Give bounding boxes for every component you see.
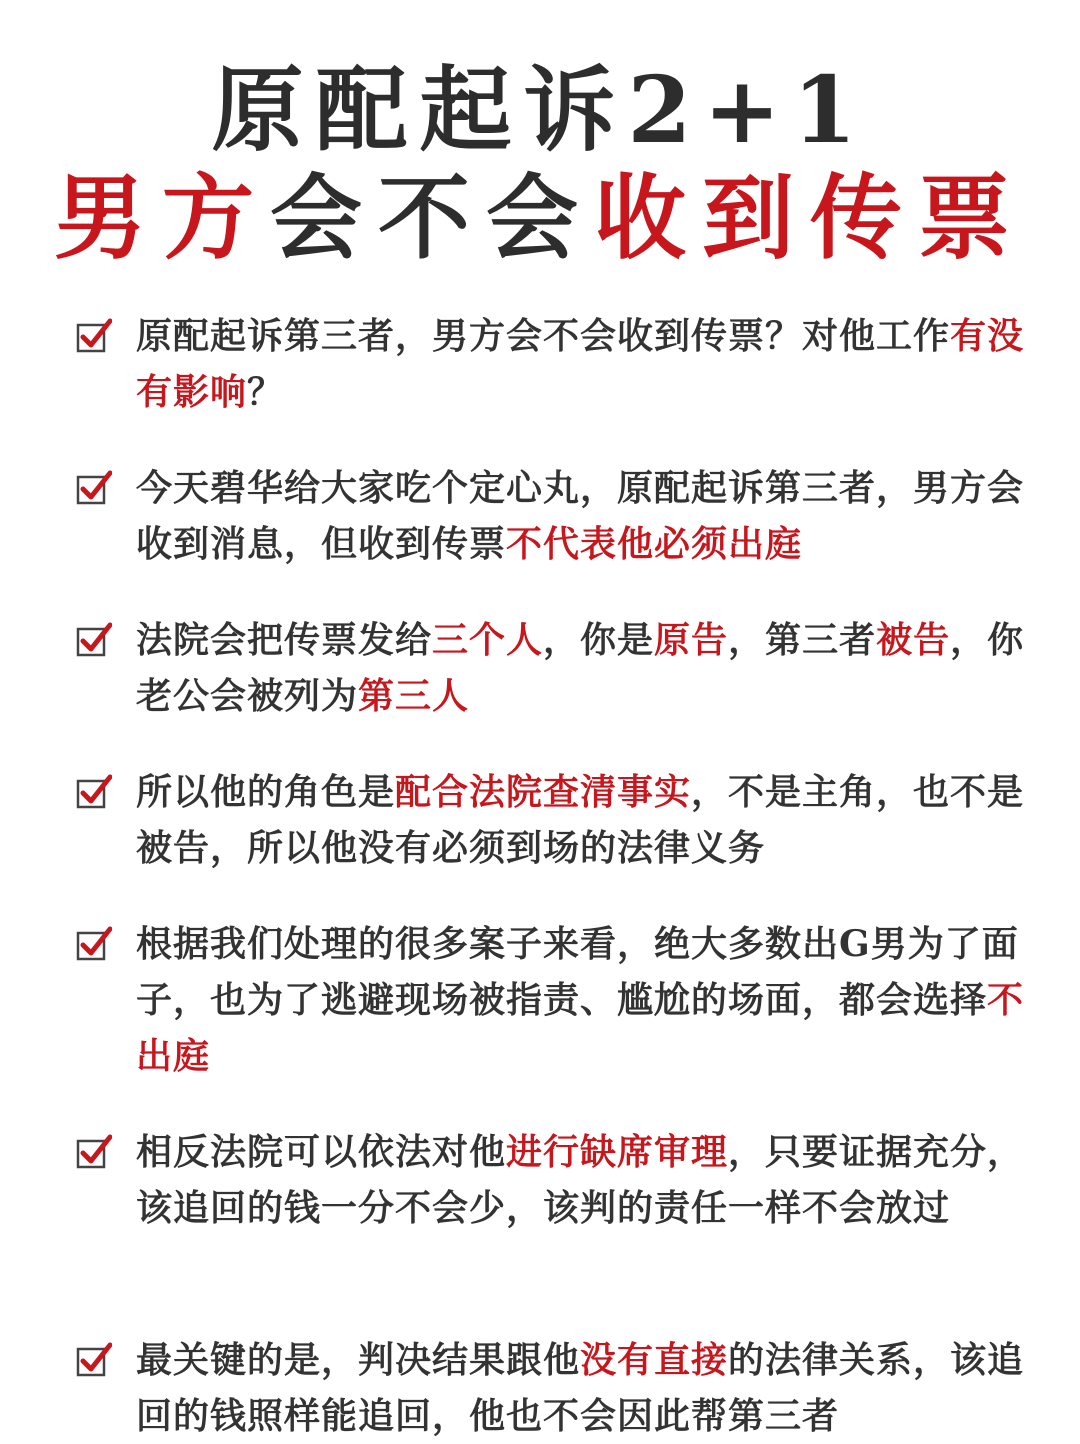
highlight-text: 没有直接	[580, 1339, 729, 1381]
body-text: ，你是	[543, 619, 655, 661]
checkbox-checked-icon	[76, 774, 112, 810]
checkbox-checked-icon	[76, 318, 112, 354]
body-text: ，你老公会被列为	[136, 619, 1025, 717]
list-item	[76, 1332, 1026, 1444]
list-item	[76, 308, 1026, 420]
list-item-text	[136, 315, 1024, 413]
list-item-text	[136, 467, 1024, 565]
title-segment-whether: 会不会	[269, 164, 594, 272]
checkbox-checked-icon	[76, 1342, 112, 1378]
highlight-text: 原告	[654, 619, 729, 661]
list-item	[76, 916, 1026, 1084]
highlight-text: 有没有影响	[136, 315, 1025, 413]
checkbox-checked-icon	[76, 622, 112, 658]
body-text: ，只要证据充分，该追回的钱一分不会少，该判的责任一样不会放过	[136, 1131, 1025, 1229]
list-item-text	[136, 923, 1024, 1077]
checkbox-checked-icon	[76, 470, 112, 506]
checkbox-checked-icon	[76, 926, 112, 962]
checkbox-checked-icon	[76, 1134, 112, 1170]
title-line-1: 原配起诉2+1	[211, 56, 869, 164]
body-text: ，不是主角，也不是被告，所以他没有必须到场的法律义务	[136, 771, 1025, 869]
list-item-text	[136, 1339, 1024, 1437]
highlight-text: 三个人	[432, 619, 544, 661]
body-text: 的法律关系，该追回的钱照样能追回，他也不会因此帮第三者	[136, 1339, 1025, 1437]
list-item-text	[136, 1131, 1024, 1229]
list-item	[76, 612, 1026, 724]
body-text: 法院会把传票发给	[136, 619, 433, 661]
highlight-text: 被告	[876, 619, 951, 661]
highlight-text: 配合法院查清事实	[395, 771, 692, 813]
body-text: 最关键的是，判决结果跟他	[136, 1339, 581, 1381]
list-item	[76, 1124, 1026, 1236]
body-text: 根据我们处理的很多案子来看，绝大多数出G男为了面子，也为了逃避现场被指责、尴尬的场面，都会选择	[136, 923, 1019, 1021]
body-text: 原配起诉第三者，男方会不会收到传票？对他工作	[136, 315, 951, 357]
highlight-text: 不代表他必须出庭	[506, 523, 803, 565]
list-item	[76, 460, 1026, 572]
list-item	[76, 764, 1026, 876]
title-segment-man: 男方	[53, 164, 270, 272]
title-segment-summons: 收到传票	[594, 164, 1027, 272]
list-item-text	[136, 771, 1024, 869]
title-line-2	[0, 158, 1080, 278]
body-text: 今天碧华给大家吃个定心丸，原配起诉第三者，男方会收到消息，但收到传票	[136, 467, 1025, 565]
body-text: 所以他的角色是	[136, 771, 396, 813]
highlight-text: 进行缺席审理	[506, 1131, 729, 1173]
highlight-text: 第三人	[358, 675, 470, 717]
list-item-text	[136, 619, 1024, 717]
body-text: ，第三者	[728, 619, 877, 661]
body-text: ？	[247, 371, 285, 413]
body-text: 相反法院可以依法对他	[136, 1131, 507, 1173]
highlight-text: 不出庭	[136, 979, 1025, 1077]
